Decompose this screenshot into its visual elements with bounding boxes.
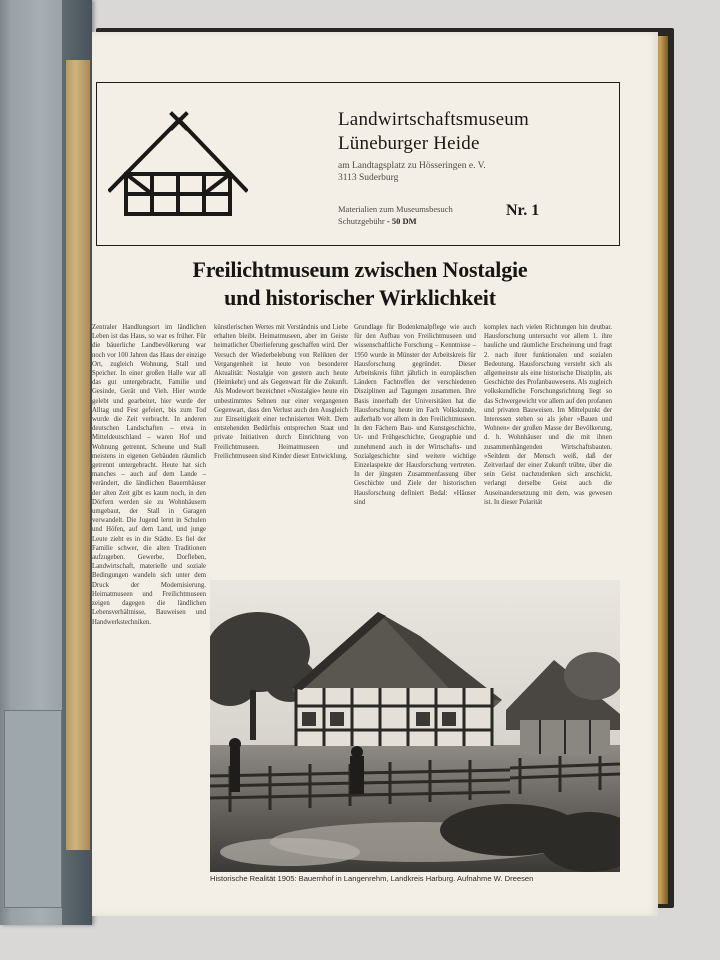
historic-farmhouse-photo (210, 580, 620, 872)
text-column-3 (354, 323, 476, 573)
issue-number: Nr. 1 (506, 202, 540, 219)
column-2-text: künstlerischen Wertes mit Verständnis und Liebe erhalten bleibt. Heimatmuseen, aber im Geiste heimatlicher Überlieferung geschaffen wird. Der Versuch der Wiederbelebung von Relikten der Vergangenheit ist heute von besonderer Aktualität: Nostalgie von gestern auch heute (Heimkehr) und als Gegenwart für die Zukunft. Als Modewort bezeichnet »Nostalgie« heute ein unbestimmtes Sehnen nur einer vergangenen Gegenwart, dass den Verlust auch den Ausgleich zur Einseitigkeit einer technisierten Welt. Dem entstehenden Bedürfnis entsprechen Staat und private Initiativen durch Einrichtung von Freilichtmuseen. Heimatmuseen und Freilichtmuseen sind Kinder dieser Entwicklung. (214, 324, 348, 460)
farmhouse-gable-logo-icon (108, 108, 248, 220)
text-column-1 (92, 323, 206, 889)
headline-line2: und historischer Wirklichkeit (224, 285, 496, 310)
headline-line1: Freilichtmuseum zwischen Nostalgie (192, 257, 528, 282)
article-headline (110, 256, 610, 312)
museum-name-line1: Landwirtschaftsmuseum (338, 109, 529, 130)
museum-name-line2: Lüneburger Heide (338, 133, 480, 154)
text-column-4 (484, 323, 612, 573)
museum-name (338, 108, 618, 156)
photo-caption: Historische Realität 1905: Bauernhof in Langenrehm, Landkreis Harburg. Aufnahme W. Dreesen (210, 874, 534, 883)
column-4-text: komplex nach vielen Richtungen hin deutbar. Hausforschung untersucht vor allem 1. ihre bauliche und räumliche Erscheinung und fragt 2. nach ihrer funktionalen und sozialen Bedeutung. Hausforschung versteht sich als allgemeinste als eine historische Disziplin, als Geschichte des Profanbauwesens. Als zugleich volkskundliche Forschungsrichtung liegt so das Schwergewicht vor allem auf den profanen und privaten Bauweisen. Im Mittelpunkt der Interessen stehen so als jeher »Bauen und Wohnen« der großen Masse der Bevölkerung, d. h. Wohnhäuser und die mit ihnen zusammenhängenden Wirtschaftsbauten. »Seitdem der Mensch weiß, daß der Zeitverlauf der einer Zukunft trübte, über die sein Geist nachzudenken sich anschickt, verlangt derselbe Geist auch die Auseinandersetzung mit dem, was gewesen ist. In dieser Polarität (484, 324, 612, 506)
fee-value: - 50 DM (386, 216, 417, 226)
column-1-text: Zentraler Handlungsort im ländlichen Leben ist das Haus, so war es früher. Für die bäuerliche Landbevölkerung war noch vor 100 Jahren das Haus der einzige Ort, zugleich Wohnung, Stall und Speicher. In einer großen Halle war all das gut untergebracht, Familie und Gesinde, Gerät und Vieh. Hier wurde gelebt und gearbeitet, hier wurde der Alltag und Fest gefeiert, bis zum Tod wurde die Zeit verbracht. In anderen deutschen Landschaften – etwa in Mitteldeutschland – waren Hof und Wohnung getrennt, Scheune und Stall meistens in eigenen Gebäuden räumlich getrennt untergebracht. Heute hat sich manches – auch auf dem Lande – verändert, die ländlichen Bauernhäuser der alten Zeit gibt es kaum noch, in den Dörfern werden sie zu Wohnhäusern umgebaut, der Stall in Garagen verwandelt. Die Jugend lernt in Schulen und Höfen, auf dem Land, und junge Leute zieht es in die Städte. Es fiel der Familie schwer, die alten Traditionen aufzugeben. Gewerbe, Dorfleben, Landwirtschaft, materielle und soziale Bedingungen wandeln sich unter dem Druck der Modernisierung. Heimatmuseen und Freilichtmuseen zeigen dagegen die ländlichen Lebensverhältnisse, Bauweisen und Handwerkstechniken. (92, 324, 206, 626)
fee-label: Schutzgebühr (338, 216, 385, 226)
address-line2: 3113 Suderburg (338, 173, 399, 183)
museum-address (338, 160, 608, 184)
address-line1: am Landtagsplatz zu Hösseringen e. V. (338, 161, 486, 171)
binder-tape (66, 60, 90, 850)
materials-info (338, 203, 498, 227)
materials-line: Materialien zum Museumsbesuch (338, 204, 453, 214)
column-3-text: Grundlage für Bodenkmalpflege wie auch für den Aufbau von Freilichtmuseen und wissenschaftliche Forschung – Kenntnisse – 1950 wurde in Münster der Arbeitskreis für Hausforschung gegründet. Dieser Arbeitskreis führt jährlich in europäischen Ländern Fachtreffen der verschiedenen Disziplinen auf Tagungen zusammen. Ihre Basis innerhalb der Universitäten hat die Hausforschung heute im Fach Volkskunde, außerhalb vor allem in den Freilichtmuseen. In den Fächern Bau- und Kunstgeschichte, Ur- und Frühgeschichte, Geographie und zunehmend auch in der Wirtschafts- und Sozialgeschichte sind weitere wichtige Einzelaspekte der Hausforschung vertreten. In der jüngsten Zusammenfassung über Geschichte und Ziele der historischen Hausforschung definiert Bedal: »Häuser sind (354, 324, 476, 506)
binder-label (4, 710, 62, 908)
text-column-2 (214, 323, 348, 573)
